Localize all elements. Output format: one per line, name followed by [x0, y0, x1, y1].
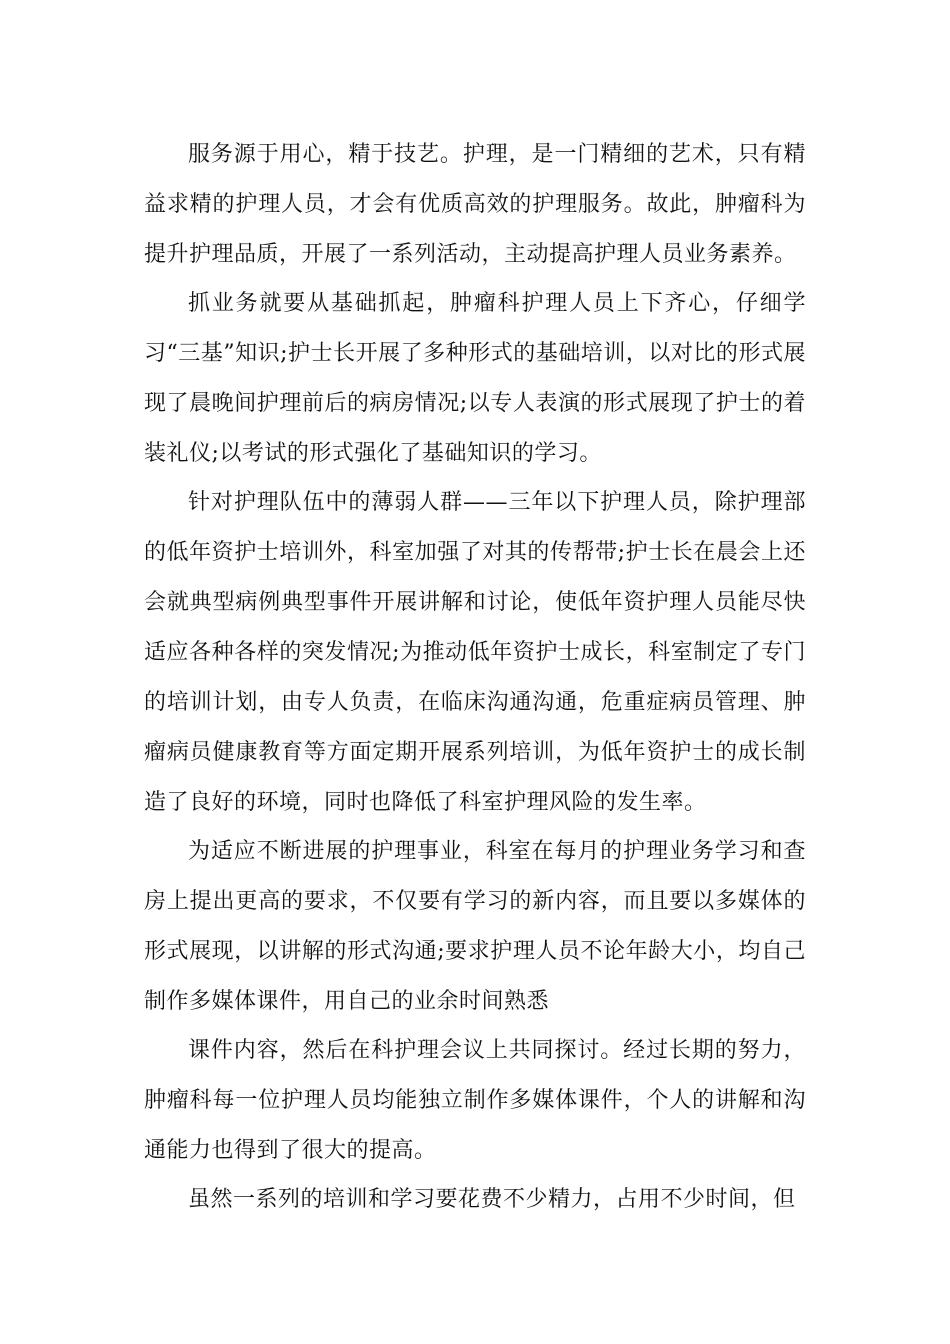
paragraph-1: 服务源于用心，精于技艺。护理，是一门精细的艺术，只有精益求精的护理人员，才会有优质高效的护理服务。故此，肿瘤科为提升护理品质，开展了一系列活动，主动提高护理人员业务素养。: [144, 142, 806, 267]
paragraph-3: 针对护理队伍中的薄弱人群——三年以下护理人员，除护理部的低年资护士培训外，科室加强了对其的传帮带;护士长在晨会上还会就典型病例典型事件开展讲解和讨论，使低年资护理人员能尽快适应各种各样的突发情况;为推动低年资护士成长，科室制定了专门的培训计划，由专人负责，在临床沟通沟通，危重症病员管理、肿瘤病员健康教育等方面定期开展系列培训，为低年资护士的成长制造了良好的环境，同时也降低了科室护理风险的发生率。: [144, 490, 806, 815]
document-body: [144, 130, 806, 1224]
paragraph-5: 课件内容，然后在科护理会议上共同探讨。经过长期的努力，肿瘤科每一位护理人员均能独立制作多媒体课件，个人的讲解和沟通能力也得到了很大的提高。: [144, 1038, 806, 1163]
paragraph-6: 虽然一系列的培训和学习要花费不少精力，占用不少时间，但: [188, 1187, 796, 1212]
paragraph-4: 为适应不断进展的护理事业，科室在每月的护理业务学习和查房上提出更高的要求，不仅要有学习的新内容，而且要以多媒体的形式展现，以讲解的形式沟通;要求护理人员不论年龄大小，均自己制作多媒体课件，用自己的业余时间熟悉: [144, 839, 806, 1014]
paragraph-2: 抓业务就要从基础抓起，肿瘤科护理人员上下齐心，仔细学习“三基”知识;护士长开展了多种形式的基础培训，以对比的形式展现了晨晚间护理前后的病房情况;以专人表演的形式展现了护士的着装礼仪;以考试的形式强化了基础知识的学习。: [144, 291, 806, 466]
